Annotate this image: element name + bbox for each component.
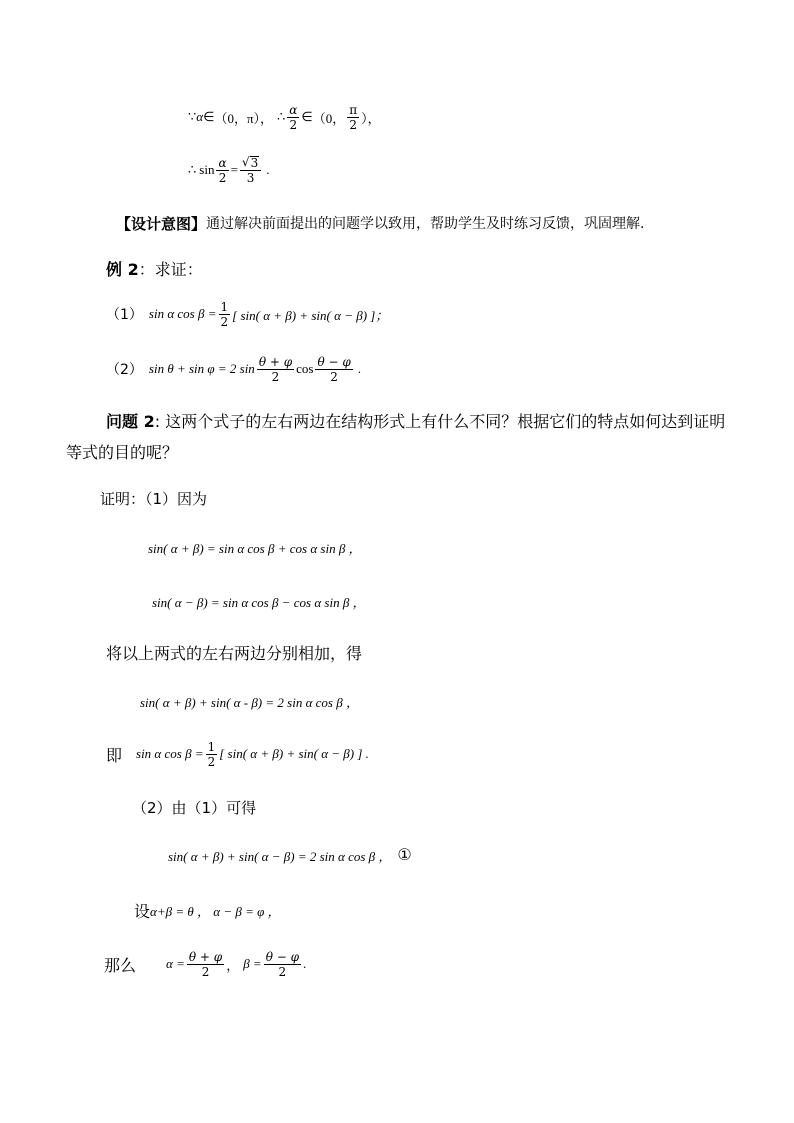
cos-function: cos bbox=[296, 361, 314, 376]
proof-eq-4 bbox=[106, 738, 369, 770]
fraction-denominator: 2 bbox=[278, 964, 287, 979]
item-number: （2） bbox=[106, 362, 143, 378]
item-rhs: [ sin( α + β) + sin( α − β) ]； bbox=[232, 307, 389, 323]
fraction-numerator: 1 bbox=[207, 739, 216, 754]
proof-eq-2 bbox=[152, 590, 366, 612]
proof-eq-3 bbox=[140, 690, 359, 712]
example-2-heading bbox=[106, 256, 203, 280]
fraction-denominator: 2 bbox=[349, 117, 358, 132]
proof-set-line bbox=[134, 898, 281, 922]
proof-intro-text: 证明：（1）因为 bbox=[100, 489, 208, 508]
alpha-symbol: α bbox=[196, 109, 204, 124]
comma: ， bbox=[226, 957, 240, 973]
equation: sin( α + β) + sin( α − β) = 2 sin α cos β ， bbox=[168, 848, 392, 864]
fraction-denominator: 2 bbox=[218, 170, 227, 185]
sum-half-fraction bbox=[257, 356, 294, 383]
example-text: ：求证： bbox=[138, 259, 203, 279]
fraction-denominator: 2 bbox=[271, 369, 280, 384]
then-label: 那么 bbox=[104, 955, 137, 975]
period: . bbox=[303, 956, 307, 971]
sin-function: sin bbox=[199, 162, 215, 177]
fraction-numerator: π bbox=[349, 102, 358, 117]
part-2-text: （2）由（1）可得 bbox=[132, 798, 257, 817]
fraction-numerator: α bbox=[289, 102, 298, 117]
design-intent-text: 通过解决前面提出的问题学以致用，帮助学生及时练习反馈，巩固理解. bbox=[206, 216, 645, 232]
fraction-numerator: θ + φ bbox=[258, 354, 293, 369]
equals-sign: = bbox=[230, 162, 238, 177]
equation: sin( α + β) + sin( α - β) = 2 sin α cos β ， bbox=[140, 694, 359, 710]
period: . bbox=[357, 361, 362, 376]
fraction-numerator bbox=[240, 156, 261, 171]
one-half-fraction bbox=[206, 741, 218, 768]
period: . bbox=[266, 162, 270, 177]
fraction-numerator: θ − φ bbox=[265, 949, 300, 964]
question-text: : 这两个式子的左右两边在结构形式上有什么不同？根据它们的特点如何达到证明 bbox=[154, 411, 726, 431]
fraction-numerator: 1 bbox=[220, 299, 229, 314]
design-intent-label: 【设计意图】 bbox=[116, 214, 207, 233]
one-half-fraction bbox=[219, 301, 231, 328]
fraction-denominator: 2 bbox=[201, 964, 210, 979]
alpha-range-line bbox=[188, 100, 381, 134]
fraction-denominator: 3 bbox=[246, 171, 255, 185]
alpha-half-fraction bbox=[287, 104, 299, 131]
interval-2-close: ）， bbox=[361, 110, 381, 126]
equation-lhs: sin α cos β = bbox=[136, 746, 204, 761]
equation: sin( α + β) = sin α cos β + cos α sin β ， bbox=[148, 540, 362, 556]
fraction-numerator: θ + φ bbox=[188, 949, 223, 964]
interval-1: （0，π）， bbox=[214, 110, 274, 126]
alpha-half-fraction bbox=[216, 157, 228, 184]
equation: sin( α − β) = sin α cos β − cos α sin β ， bbox=[152, 594, 366, 610]
radical-sign: √ bbox=[241, 155, 250, 169]
add-text: 将以上两式的左右两边分别相加，得 bbox=[106, 643, 363, 663]
square-root bbox=[242, 156, 259, 169]
item-2 bbox=[106, 352, 361, 386]
fraction-numerator: α bbox=[218, 155, 227, 170]
therefore-symbol: ∴ bbox=[188, 162, 197, 177]
set-equation: α+β = θ ， α − β = φ ， bbox=[150, 903, 281, 919]
equation-rhs: [ sin( α + β) + sin( α − β) ] . bbox=[219, 746, 369, 761]
proof-part-2 bbox=[132, 795, 256, 819]
in-symbol: ∈ bbox=[203, 109, 215, 124]
beta-equation: β = bbox=[243, 956, 262, 971]
in-symbol-2: ∈ bbox=[301, 109, 313, 124]
item-lhs: sin θ + sin φ = 2 sin bbox=[148, 361, 255, 376]
proof-then-line bbox=[104, 946, 306, 982]
fraction-denominator: 2 bbox=[220, 314, 229, 329]
pi-half-fraction bbox=[347, 104, 359, 131]
ji-label: 即 bbox=[106, 745, 123, 765]
because-symbol: ∵ bbox=[188, 109, 197, 124]
fraction-denominator: 2 bbox=[330, 369, 338, 384]
question-text-continued: 等式的目的呢？ bbox=[66, 442, 179, 462]
question-label: 问题 2 bbox=[106, 411, 155, 431]
sin-result-line bbox=[188, 152, 269, 188]
radicand: 3 bbox=[250, 156, 259, 170]
item-lhs: sin α cos β = bbox=[148, 306, 217, 321]
fraction-denominator: 2 bbox=[289, 117, 298, 132]
question-2-line-2 bbox=[66, 439, 178, 463]
proof-eq-1 bbox=[148, 536, 362, 558]
fraction-denominator: 2 bbox=[207, 754, 216, 769]
fraction-numerator: θ − φ bbox=[317, 354, 351, 369]
sqrt3-over-3-fraction bbox=[240, 156, 261, 184]
therefore-symbol: ∴ bbox=[277, 109, 286, 124]
item-1 bbox=[106, 298, 388, 330]
alpha-fraction bbox=[187, 951, 224, 978]
proof-eq-5 bbox=[168, 844, 412, 866]
question-2-line-1 bbox=[106, 408, 725, 432]
proof-add-text bbox=[106, 640, 362, 664]
example-label: 例 2 bbox=[106, 259, 139, 279]
item-number: （1） bbox=[106, 307, 143, 323]
set-label: 设 bbox=[134, 901, 151, 921]
circled-one: ① bbox=[397, 847, 412, 864]
alpha-equation: α = bbox=[166, 956, 185, 971]
diff-half-fraction bbox=[315, 356, 352, 383]
beta-fraction bbox=[264, 951, 301, 978]
proof-intro bbox=[100, 486, 207, 510]
design-intent bbox=[116, 212, 644, 234]
interval-2-open: （0， bbox=[312, 110, 346, 126]
